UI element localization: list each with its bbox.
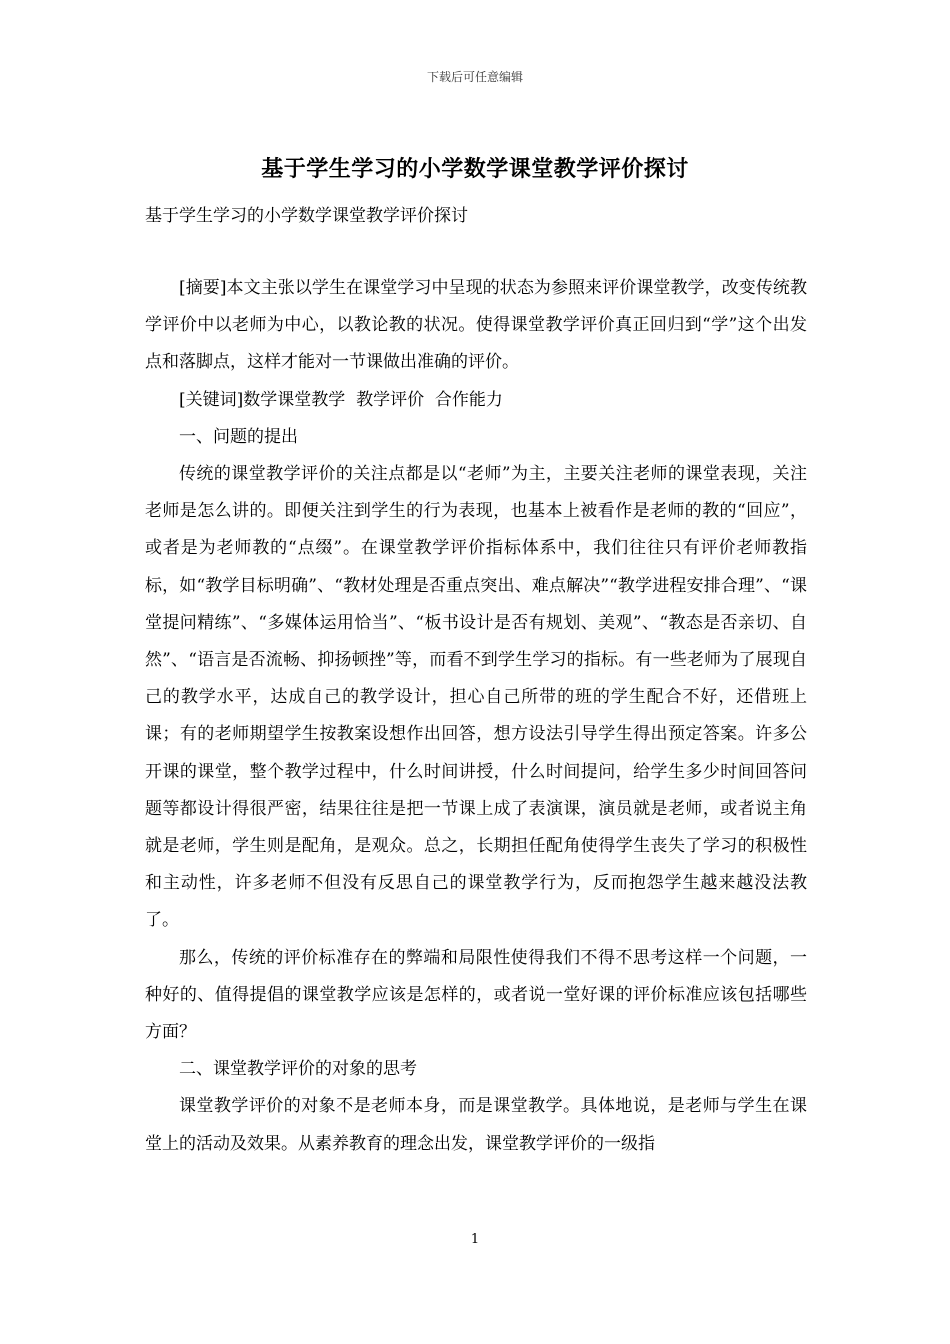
document-title: 基于学生学习的小学数学课堂教学评价探讨 <box>261 156 689 182</box>
page-number: 1 <box>470 1232 480 1247</box>
document-subtitle: 基于学生学习的小学数学课堂教学评价探讨 <box>145 206 468 226</box>
header-note: 下载后可任意编辑 <box>426 70 523 84</box>
abstract-paragraph: [摘要]本文主张以学生在课堂学习中呈现的状态为参照来评价课堂教学，改变传统教学评价中以老师为中心，以教论教的状况。使得课堂教学评价真正回归到“学”这个出发点和落脚点，这样才能对一节课做出准确的评价。 <box>145 278 807 373</box>
section-1-paragraph-1: 传统的课堂教学评价的关注点都是以“老师”为主，主要关注老师的课堂表现，关注老师是怎么讲的。即便关注到学生的行为表现，也基本上被看作是老师的教的“回应”，或者是为老师教的“点缀”。在课堂教学评价指标体系中，我们往往只有评价老师教指标，如“教学目标明确”、“教材处理是否重点突出、难点解决”“教学进程安排合理”、“课堂提问精练”、“多媒体运用恰当”、“板书设计是否有规划、美观”、“教态是否亲切、自然”、“语言是否流畅、抑扬顿挫”等，而看不到学生学习的指标。有一些老师为了展现自己的教学水平，达成自己的教学设计，担心自己所带的班的学生配合不好，还借班上课；有的老师期望学生按教案设想作出回答，想方设法引导学生得出预定答案。许多公开课的课堂，整个教学过程中，什么时间讲授，什么时间提问，给学生多少时间回答问题等都设计得很严密，结果往往是把一节课上成了表演课，演员就是老师，或者说主角就是老师，学生则是配角，是观众。总之，长期担任配角使得学生丧失了学习的积极性和主动性，许多老师不但没有反思自己的课堂教学行为，反而抱怨学生越来越没法教了。 <box>145 464 807 931</box>
document-body <box>145 270 807 1163</box>
section-2-heading: 二、课堂教学评价的对象的思考 <box>179 1059 417 1080</box>
section-1-paragraph-2: 那么，传统的评价标准存在的弊端和局限性使得我们不得不思考这样一个问题，一种好的、值得提倡的课堂教学应该是怎样的，或者说一堂好课的评价标准应该包括哪些方面？ <box>145 947 807 1043</box>
section-1-heading: 一、问题的提出 <box>179 426 298 447</box>
section-2-paragraph-1: 课堂教学评价的对象不是老师本身，而是课堂教学。具体地说，是老师与学生在课堂上的活动及效果。从素养教育的理念出发，课堂教学评价的一级指 <box>145 1096 807 1154</box>
keywords-line: [关键词]数学课堂教学 教学评价 合作能力 <box>179 389 503 410</box>
